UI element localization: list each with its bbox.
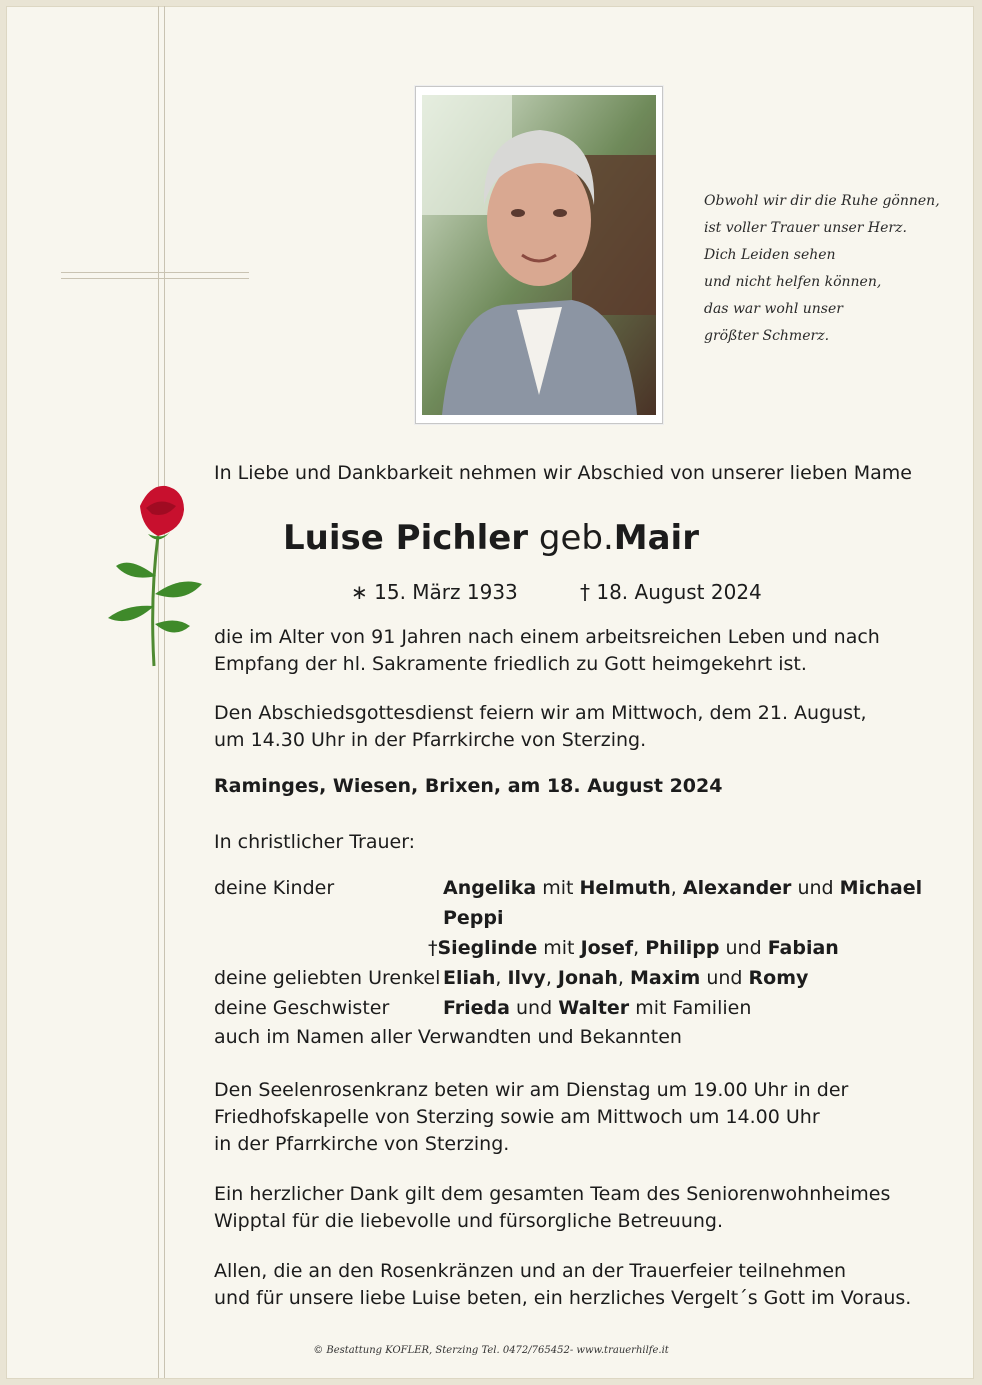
children-line-1 [443, 875, 922, 902]
poem-line: Dich Leiden sehen [704, 247, 836, 263]
kin-connector: mit [536, 877, 580, 899]
intro-text: In Liebe und Dankbarkeit nehmen wir Abschied von unserer lieben Mame [214, 462, 912, 484]
poem-line: und nicht helfen können, [704, 274, 882, 290]
kin-connector: , [633, 937, 646, 959]
name-geb: geb. [538, 518, 614, 558]
siblings-names [443, 995, 751, 1022]
rose-icon [100, 476, 220, 680]
paragraph-line: Wipptal für die liebevolle und fürsorgliche Betreuung. [214, 1210, 724, 1232]
kin-name: Fabian [767, 937, 839, 959]
name-first-last: Luise Pichler [283, 518, 529, 558]
kin-connector: und [700, 967, 749, 989]
kin-connector: und [719, 937, 768, 959]
paragraph-line: Friedhofskapelle von Sterzing sowie am Mittwoch um 14.00 Uhr [214, 1106, 820, 1128]
paragraph-line: Ein herzlicher Dank gilt dem gesamten Team des Seniorenwohnheimes [214, 1183, 891, 1205]
kin-connector: mit [537, 937, 581, 959]
paragraph-line: und für unsere liebe Luise beten, ein herzliches Vergelt´s Gott im Voraus. [214, 1287, 912, 1309]
siblings-label: deine Geschwister [214, 997, 390, 1019]
paragraph-line: Den Seelenrosenkranz beten wir am Dienstag um 19.00 Uhr in der [214, 1079, 849, 1101]
kin-name: Alexander [682, 877, 792, 899]
great-grandchildren-names [443, 965, 808, 992]
kin-connector: , [670, 877, 683, 899]
paragraph-line: Empfang der hl. Sakramente friedlich zu Gott heimgekehrt ist. [214, 653, 807, 675]
poem [704, 188, 964, 350]
relatives-line: auch im Namen aller Verwandten und Bekannten [214, 1026, 682, 1048]
cross-horizontal-line [61, 272, 249, 279]
portrait-image [422, 95, 656, 415]
great-grandchildren-label: deine geliebten Urenkel [214, 967, 441, 989]
kin-name: Walter [558, 997, 630, 1019]
poem-line: das war wohl unser [704, 301, 843, 317]
kin-name: Frieda [443, 997, 510, 1019]
place-date: Raminges, Wiesen, Brixen, am 18. August 2024 [214, 775, 723, 797]
kin-name: Helmuth [579, 877, 671, 899]
kin-name: Jonah [557, 967, 618, 989]
paragraph-line: die im Alter von 91 Jahren nach einem arbeitsreichen Leben und nach [214, 626, 880, 648]
paragraph-line: Allen, die an den Rosenkränzen und an der Trauerfeier teilnehmen [214, 1260, 847, 1282]
children-label: deine Kinder [214, 877, 335, 899]
kin-connector: , [495, 967, 508, 989]
kin-connector: , [617, 967, 630, 989]
kin-name: Michael [839, 877, 923, 899]
children-line-3 [428, 935, 839, 962]
poem-line: ist voller Trauer unser Herz. [704, 220, 907, 236]
kin-name: Josef [580, 937, 634, 959]
deceased-name [0, 516, 982, 560]
kin-name: Romy [748, 967, 809, 989]
mourning-intro: In christlicher Trauer: [214, 831, 416, 853]
kin-name: Eliah [443, 967, 496, 989]
kin-name: Angelika [443, 877, 537, 899]
name-maiden: Mair [613, 518, 699, 558]
portrait-photo [415, 86, 663, 424]
kin-connector: und [509, 997, 559, 1019]
kin-name: Ilvy [507, 967, 546, 989]
birth-date: ∗ 15. März 1933 [351, 580, 518, 604]
kin-name: Sieglinde [437, 937, 538, 959]
poem-line: größter Schmerz. [704, 328, 830, 344]
kin-connector: mit Familien [629, 997, 752, 1019]
footer-credit: © Bestattung KOFLER, Sterzing Tel. 0472/765452- www.trauerhilfe.it [313, 1345, 669, 1356]
kin-connector: und [791, 877, 840, 899]
kin-connector: , [545, 967, 558, 989]
paragraph-line: in der Pfarrkirche von Sterzing. [214, 1133, 510, 1155]
death-date: † 18. August 2024 [580, 580, 762, 604]
poem-line: Obwohl wir dir die Ruhe gönnen, [704, 193, 940, 209]
kin-name: Philipp [645, 937, 720, 959]
children-line-2: Peppi [443, 907, 504, 929]
cross-vertical-line [158, 6, 166, 1378]
cross-icon: † [428, 937, 438, 959]
kin-name: Maxim [630, 967, 701, 989]
paragraph-line: Den Abschiedsgottesdienst feiern wir am Mittwoch, dem 21. August, [214, 702, 867, 724]
paragraph-line: um 14.30 Uhr in der Pfarrkirche von Sterzing. [214, 729, 647, 751]
